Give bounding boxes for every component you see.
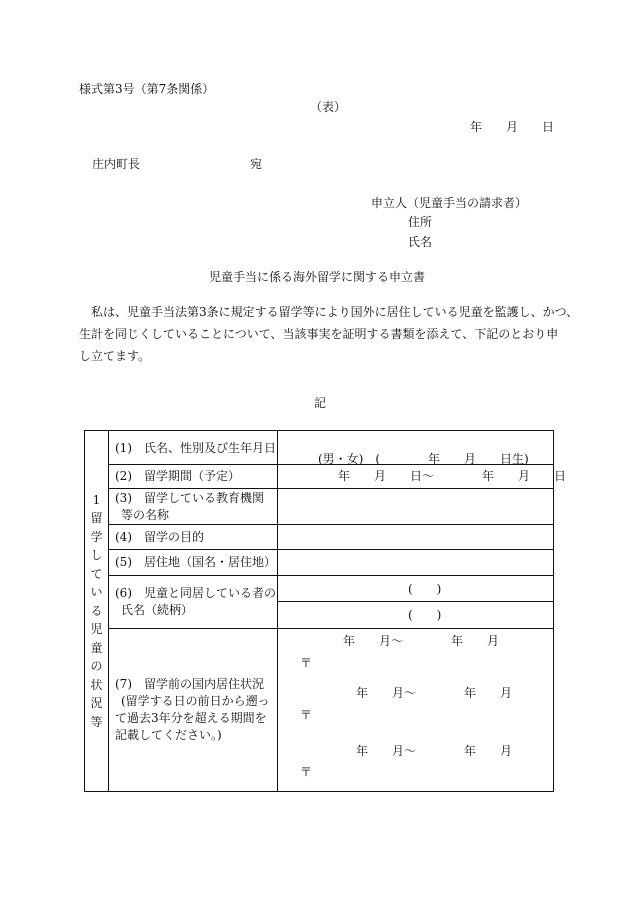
body-line: 生計を同じくしていることについて、当該事実を証明する書類を添えて、下記のとおり申 — [79, 327, 559, 341]
side-char: し — [90, 548, 103, 563]
row3-label — [109, 489, 278, 525]
side-char: 状 — [90, 677, 103, 692]
side-char: 児 — [90, 622, 103, 637]
row6-paren-2: ( ) — [408, 608, 442, 623]
side-char: 留 — [90, 511, 103, 526]
row6-paren-1: ( ) — [408, 582, 442, 597]
row2-value: 年 月 日～ 年 月 日 — [338, 469, 567, 484]
row1-value: (男・女) ( 年 月 日生) — [318, 452, 529, 466]
row4-value-cell[interactable] — [278, 525, 554, 550]
side-char: る — [90, 603, 103, 618]
row1-value-cell[interactable] — [278, 431, 554, 465]
row4-label: (4) 留学の目的 — [109, 525, 278, 550]
postal-mark-2: 〒 — [300, 708, 313, 723]
side-char: て — [90, 566, 103, 581]
row5-label: (5) 居住地（国名・居住地） — [109, 550, 278, 576]
row7-label-line4: 記載してください。) — [115, 727, 222, 742]
row6-value-cell-2[interactable] — [278, 602, 554, 628]
applicant-address-label: 住所 — [408, 215, 433, 229]
row6-label — [109, 576, 278, 628]
body-line: 私は、児童手当法第3条に規定する留学等により国外に居住している児童を監護し、かつ、 — [91, 305, 579, 319]
side-heading — [85, 431, 109, 792]
addressee-name: 庄内町長 — [92, 157, 141, 171]
row6-label-line2: 氏名（続柄） — [121, 602, 194, 617]
side-char: い — [90, 585, 103, 600]
side-char: 童 — [90, 640, 103, 655]
side-char: の — [90, 659, 103, 674]
row3-value-cell[interactable] — [278, 489, 554, 525]
body-paragraph — [79, 301, 579, 367]
row7-label-line3: て過去3年分を超える期間を — [115, 710, 267, 725]
applicant-title: 申立人（児童手当の請求者） — [371, 196, 528, 210]
side-label: （表） — [310, 100, 347, 114]
side-char: 況 — [90, 696, 103, 711]
postal-mark-1: 〒 — [300, 655, 313, 670]
row7-label-line1: (7) 留学前の国内居住状況 — [115, 676, 264, 691]
row7-value-cell-1[interactable] — [278, 628, 554, 682]
row7-value-cell-2[interactable] — [278, 682, 554, 736]
form-number: 様式第3号（第7条関係） — [79, 82, 215, 96]
body-line: し立てます。 — [79, 349, 151, 363]
applicant-name-label: 氏名 — [408, 235, 433, 249]
side-char: 1 — [92, 492, 101, 507]
row6-label-line1: (6) 児童と同居している者の — [115, 585, 276, 600]
row7-period-1: 年 月～ 年 月 — [343, 633, 500, 648]
addressee-suffix: 宛 — [250, 157, 263, 171]
child-status-table — [84, 430, 567, 792]
side-char: 学 — [90, 529, 103, 544]
row1-label: (1) 氏名、性別及び生年月日 — [109, 431, 278, 465]
postal-mark-3: 〒 — [300, 765, 313, 780]
row2-label: (2) 留学期間（予定） — [109, 465, 278, 489]
row7-period-2: 年 月～ 年 月 — [356, 686, 513, 701]
side-char: 等 — [90, 714, 103, 729]
ki-label: 記 — [314, 396, 327, 410]
row5-value-cell[interactable] — [278, 550, 554, 576]
row2-value-cell[interactable] — [278, 465, 567, 489]
row6-value-cell-1[interactable] — [278, 576, 554, 602]
row7-label — [109, 628, 278, 792]
row7-label-line2: (留学する日の前日から遡っ — [121, 693, 270, 708]
document-title: 児童手当に係る海外留学に関する申立書 — [209, 270, 426, 284]
row3-label-line1: (3) 留学している教育機関 — [115, 490, 264, 505]
row3-label-line2: 等の名称 — [121, 507, 170, 522]
row7-period-3: 年 月～ 年 月 — [356, 744, 513, 759]
row7-value-cell-3[interactable] — [278, 736, 554, 791]
date-line: 年 月 日 — [470, 120, 555, 134]
